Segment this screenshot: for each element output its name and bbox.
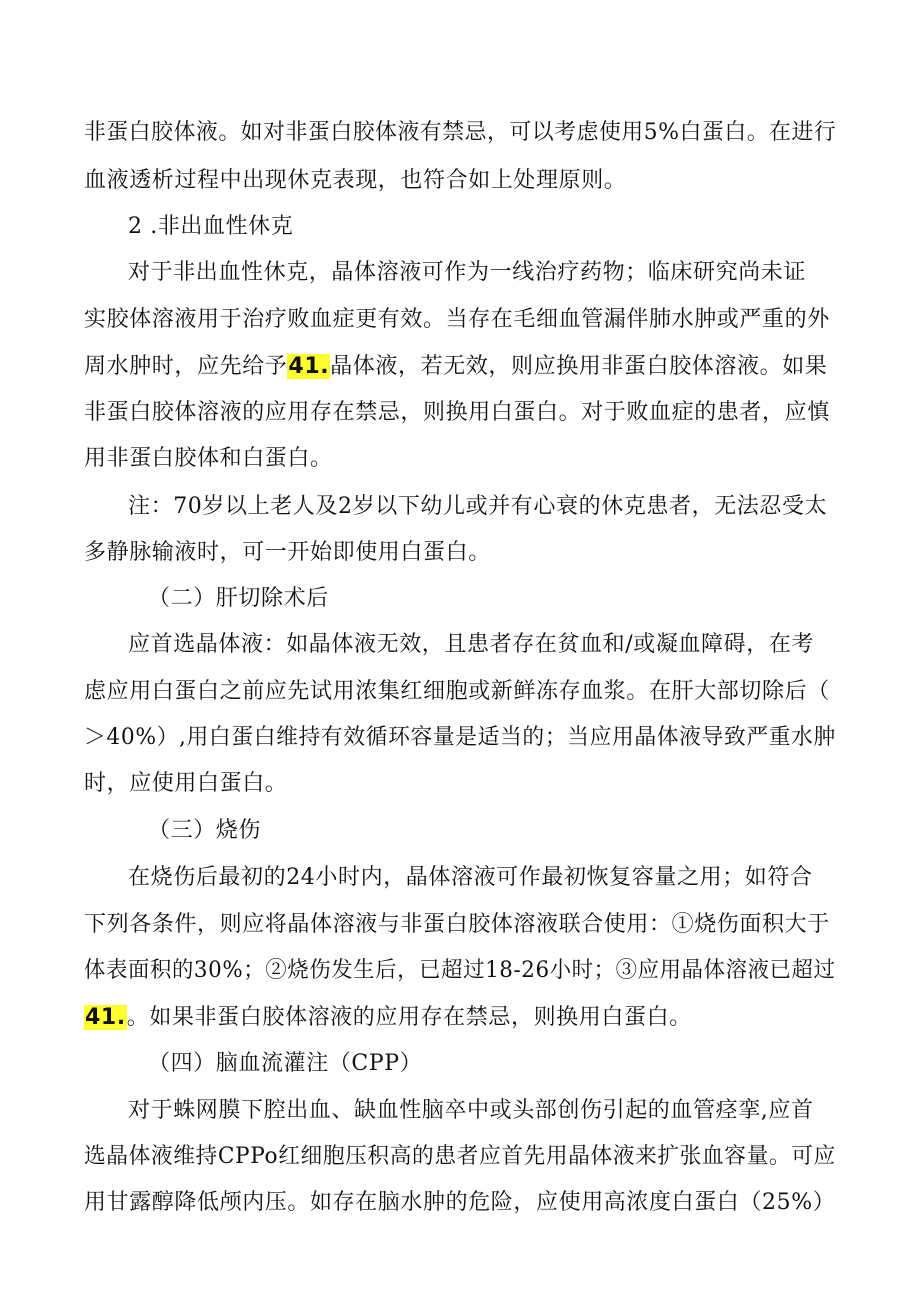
text-run: 晶体液，若无效，则应换用非蛋白胶体溶液。如果 [330,354,828,379]
note-line: 多静脉输液时，可一开始即使用白蛋白。 [84,540,491,565]
paragraph-line: 体表面积的30%；②烧伤发生后，已超过18-26小时；③应用晶体溶液已超过 [84,958,836,983]
section-heading: （三）烧伤 [148,818,262,843]
paragraph-line: 用非蛋白胶体和白蛋白。 [84,446,333,471]
paragraph-line: 下列各条件，则应将晶体溶液与非蛋白胶体溶液联合使用：①烧伤面积大于 [84,912,830,937]
paragraph-line [84,1003,692,1033]
paragraph-line: 在烧伤后最初的24小时内，晶体溶液可作最初恢复容量之用；如符合 [128,865,813,890]
paragraph-line: 时，应使用白蛋白。 [84,771,288,796]
highlighted-reference: 41. [85,1005,126,1030]
paragraph-line: 非蛋白胶体液。如对非蛋白胶体液有禁忌，可以考虑使用5%白蛋白。在进行 [84,120,837,145]
paragraph-line: 应首选晶体液：如晶体液无效，且患者存在贫血和/或凝血障碍，在考 [128,632,815,657]
paragraph-line: 对于蛛网膜下腔出血、缺血性脑卒中或头部创伤引起的血管痉挛,应首 [128,1098,814,1123]
paragraph-line: ＞40%）,用白蛋白维持有效循环容量是适当的；当应用晶体液导致严重水肿 [84,725,836,750]
paragraph-line: 非蛋白胶体溶液的应用存在禁忌，则换用白蛋白。对于败血症的患者，应慎 [84,400,830,425]
highlighted-reference: 41. [288,354,330,379]
paragraph-line: 对于非出血性休克，晶体溶液可作为一线治疗药物；临床研究尚未证 [128,260,807,285]
paragraph-line: 选晶体液维持CPPo红细胞压积高的患者应首先用晶体液来扩张血容量。可应 [84,1144,836,1169]
paragraph-line: 实胶体溶液用于治疗败血症更有效。当存在毛细血管漏伴肺水肿或严重的外 [84,307,830,332]
paragraph-line: 用甘露醇降低颅内压。如存在脑水肿的危险，应使用高浓度白蛋白（25%） [84,1190,836,1215]
section-heading: 2 .非出血性休克 [128,214,294,239]
paragraph-line: 血液透析过程中出现休克表现，也符合如上处理原则。 [84,168,627,193]
text-run: 周水肿时，应先给予 [84,354,288,379]
section-heading: （二）肝切除术后 [148,586,329,611]
note-line: 注：70岁以上老人及2岁以下幼儿或并有心衰的休克患者，无法忍受太 [128,494,828,519]
paragraph-line [84,352,827,382]
text-run: 。如果非蛋白胶体溶液的应用存在禁忌，则换用白蛋白。 [126,1005,692,1030]
section-heading: （四）脑血流灌注（CPP） [148,1051,423,1076]
paragraph-line: 虑应用白蛋白之前应先试用浓集红细胞或新鲜冻存血浆。在肝大部切除后（ [84,679,830,704]
